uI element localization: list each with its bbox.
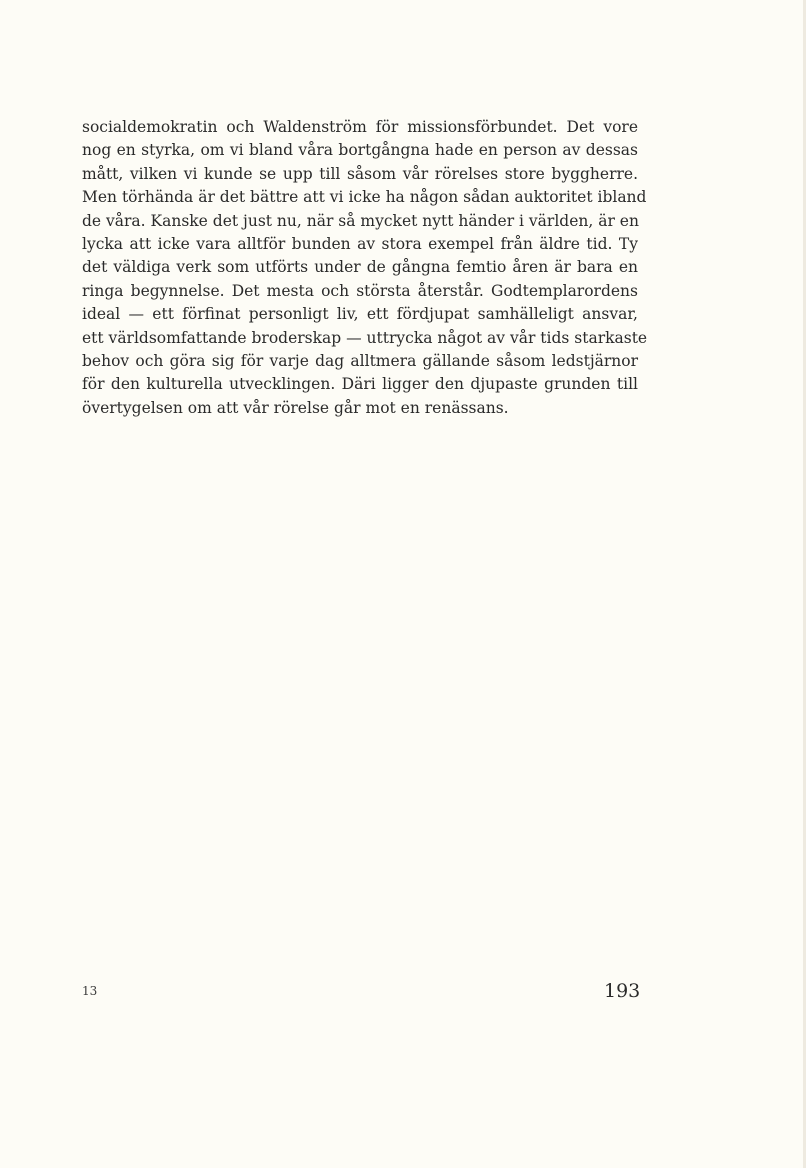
paragraph-line: lycka att icke vara alltför bunden av stora exempel från äldre tid. Ty (82, 235, 638, 254)
paragraph-line: ringa begynnelse. Det mesta och största återstår. Godtemplarordens (82, 281, 638, 300)
paragraph-line: ideal — ett förfinat personligt liv, ett fördjupat samhälleligt ansvar, (82, 305, 638, 324)
body-paragraph (82, 116, 648, 420)
paragraph-line: behov och göra sig för varje dag alltmera gällande såsom ledstjärnor (82, 352, 638, 371)
paragraph-line: Men törhända är det bättre att vi icke ha någon sådan auktoritet ibland (82, 188, 647, 207)
paragraph-line: övertygelsen om att vår rörelse går mot en renässans. (82, 398, 509, 417)
paragraph-line: nog en styrka, om vi bland våra bortgångna hade en person av dessas (82, 141, 638, 160)
signature-mark: 13 (82, 984, 98, 998)
paragraph-line: mått, vilken vi kunde se upp till såsom vår rörelses store byggherre. (82, 164, 638, 183)
paragraph-line: ett världsomfattande broderskap — uttrycka något av vår tids starkaste (82, 328, 648, 347)
paragraph-line: de våra. Kanske det just nu, när så mycket nytt händer i världen, är en (82, 211, 639, 230)
paragraph-line: för den kulturella utvecklingen. Däri ligger den djupaste grunden till (82, 375, 638, 394)
paragraph-line: socialdemokratin och Waldenström för missionsförbundet. Det vore (82, 118, 638, 136)
page-number: 193 (604, 980, 641, 1002)
paragraph-line: det väldiga verk som utförts under de gångna femtio åren är bara en (82, 258, 638, 277)
